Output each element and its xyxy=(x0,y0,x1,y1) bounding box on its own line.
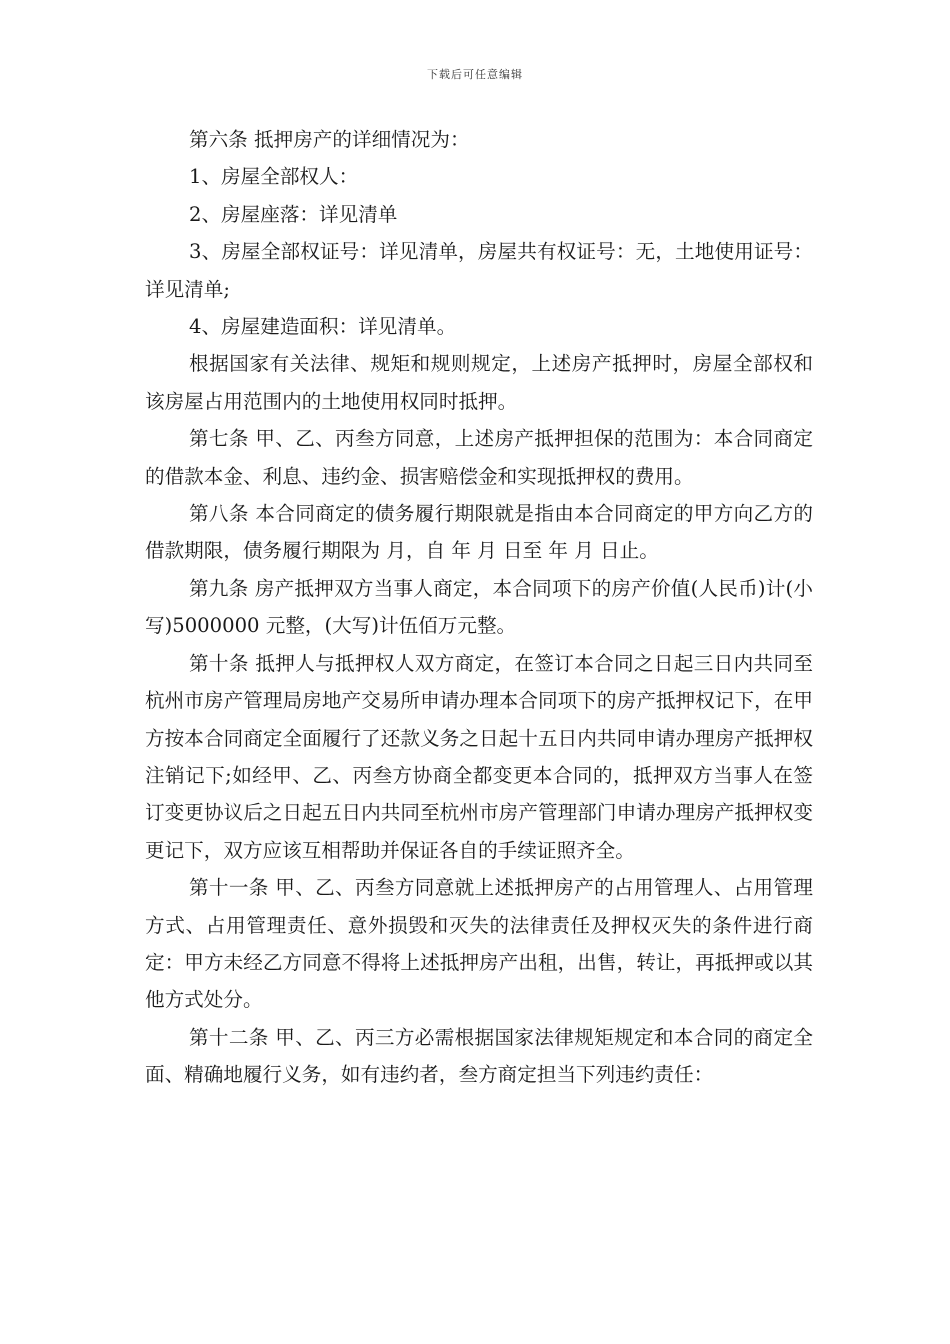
header-note: 下载后可任意编辑 xyxy=(427,68,523,81)
clause-6-note: 根据国家有关法律、规矩和规则规定，上述房产抵押时，房屋全部权和该房屋占用范围内的土地使用权同时抵押。 xyxy=(145,352,813,413)
clause-6-item-3: 3、房屋全部权证号：详见清单，房屋共有权证号：无，土地使用证号：详见清单; xyxy=(145,240,813,301)
clause-6-item-2: 2、房屋座落：详见清单 xyxy=(189,202,398,226)
clause-10: 第十条 抵押人与抵押权人双方商定，在签订本合同之日起三日内共同至杭州市房产管理局房地产交易所申请办理本合同项下的房产抵押权记下，在甲方按本合同商定全面履行了还款义务之日起十五日内共同申请办理房产抵押权注销记下;如经甲、乙、丙叁方协商全都变更本合同的，抵押双方当事人在签订变更协议后之日起五日内共同至杭州市房产管理部门申请办理房产抵押权变更记下，双方应该互相帮助并保证各自的手续证照齐全。 xyxy=(145,651,813,862)
clause-12: 第十二条 甲、乙、丙三方必需根据国家法律规矩规定和本合同的商定全面、精确地履行义务，如有违约者，叁方商定担当下列违约责任： xyxy=(145,1025,813,1087)
clause-9: 第九条 房产抵押双方当事人商定，本合同项下的房产价值(人民币)计(小写)5000000 元整，(大写)计伍佰万元整。 xyxy=(145,576,813,638)
clause-6-heading: 第六条 抵押房产的详细情况为： xyxy=(189,128,470,151)
clause-6-item-1: 1、房屋全部权人： xyxy=(189,165,359,189)
clause-11: 第十一条 甲、乙、丙叁方同意就上述抵押房产的占用管理人、占用管理方式、占用管理责任、意外损毁和灭失的法律责任及押权灭失的条件进行商定：甲方未经乙方同意不得将上述抵押房产出租，出售，转让，再抵押或以其他方式处分。 xyxy=(145,876,813,1012)
contract-body xyxy=(145,121,813,1094)
clause-6-item-4: 4、房屋建造面积：详见清单。 xyxy=(189,315,457,339)
clause-8: 第八条 本合同商定的债务履行期限就是指由本合同商定的甲方向乙方的借款期限，债务履行期限为 月，自 年 月 日至 年 月 日止。 xyxy=(145,502,813,563)
clause-7: 第七条 甲、乙、丙叁方同意，上述房产抵押担保的范围为：本合同商定的借款本金、利息、违约金、损害赔偿金和实现抵押权的费用。 xyxy=(145,427,813,488)
